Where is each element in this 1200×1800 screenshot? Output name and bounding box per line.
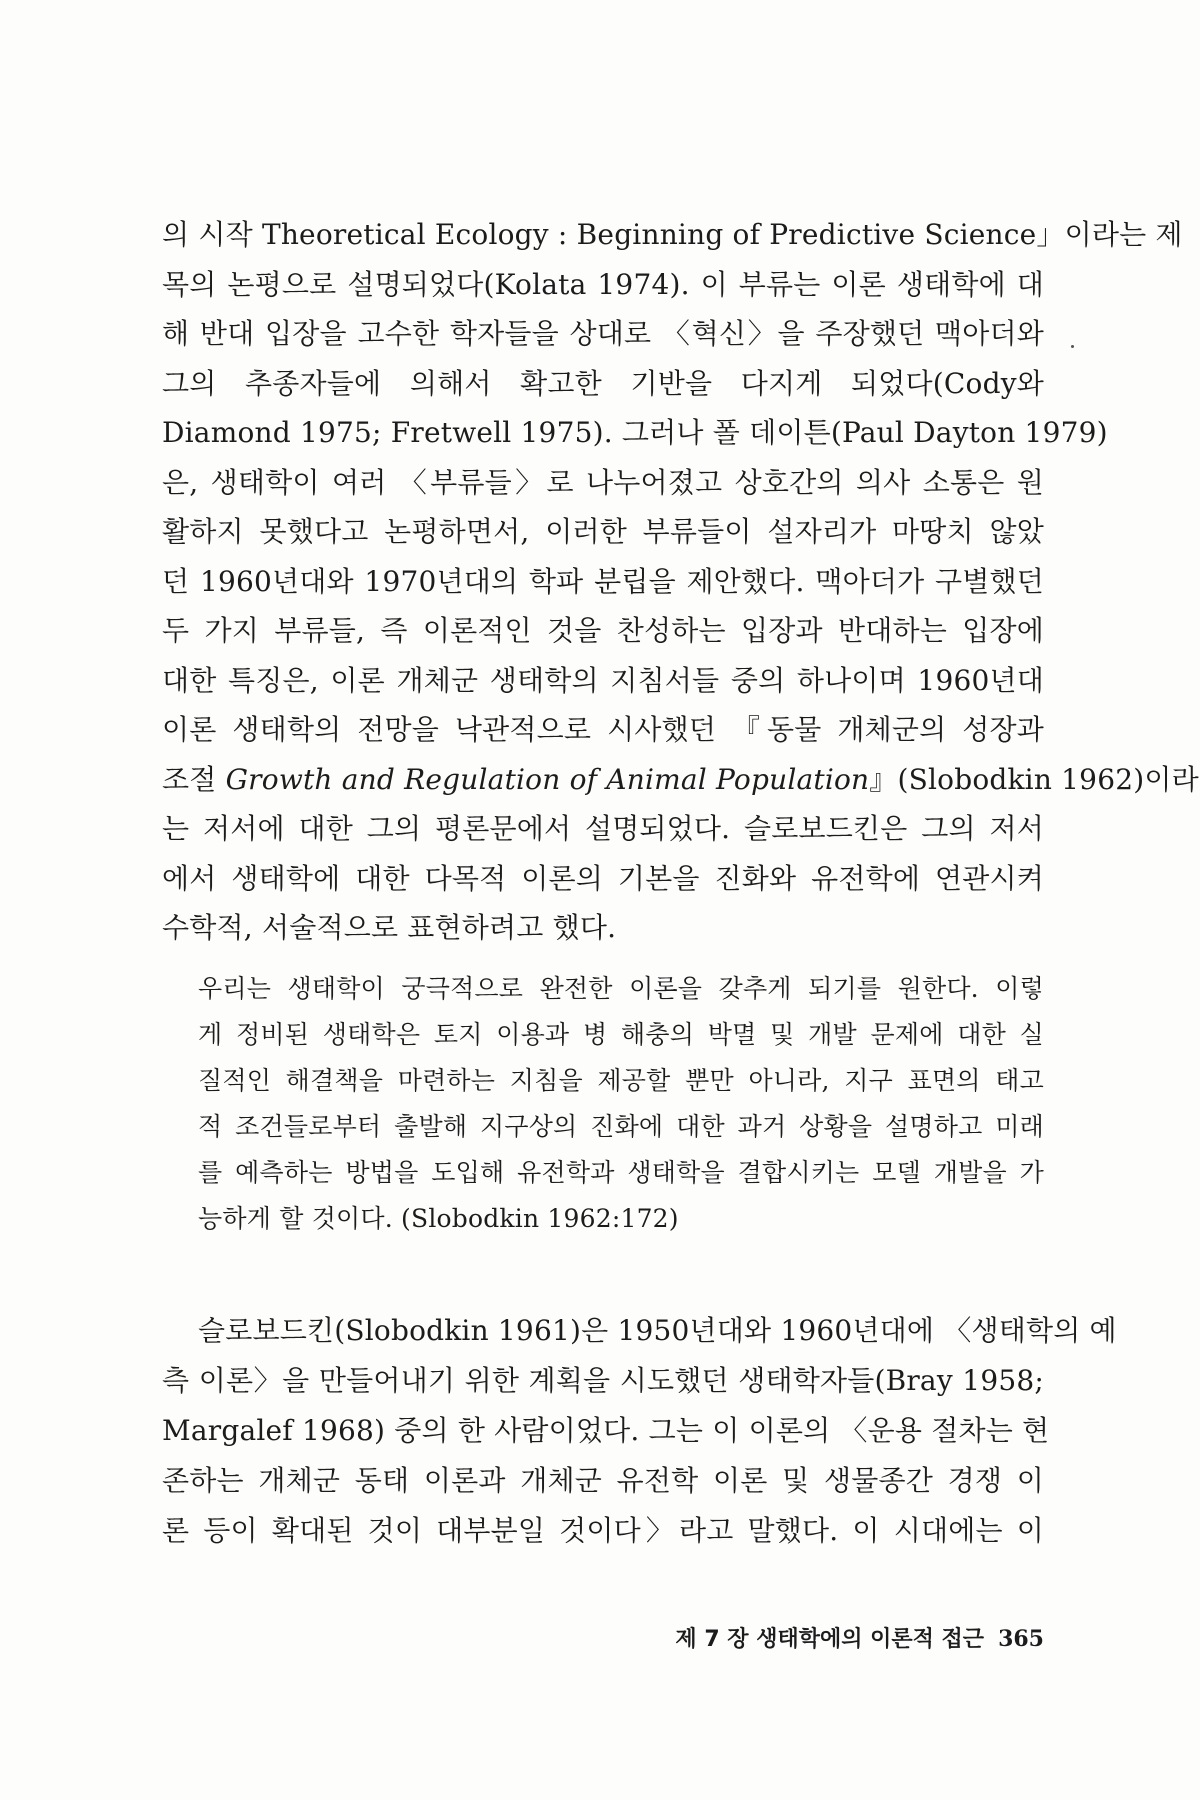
text-line: 목의 논평으로 설명되었다(Kolata 1974). 이 부류는 이론 생태학에 대 [162,267,1044,301]
quote-line: 능하게 할 것이다. (Slobodkin 1962:172) [198,1204,679,1233]
text-line: 그의 추종자들에 의해서 확고한 기반을 다지게 되었다(Cody와 [162,366,1044,400]
quote-line: 우리는 생태학이 궁극적으로 완전한 이론을 갖추게 되기를 원한다. 이렇 [198,974,1044,1003]
text-line: 대한 특징은, 이론 개체군 생태학의 지침서들 중의 하나이며 1960년대 [162,663,1044,697]
book-title-italic: Growth and Regulation of Animal Population [225,762,870,796]
text-line: 해 반대 입장을 고수한 학자들을 상대로 〈혁신〉을 주장했던 맥아더와 [162,317,1044,350]
text-line: 활하지 못했다고 논평하면서, 이러한 부류들이 설자리가 마땅치 않았 [162,515,1044,548]
text-line: 에서 생태학에 대한 다목적 이론의 기본을 진화와 유전학에 연관시켜 [162,861,1044,895]
running-head: 제 7 장 생태학에의 이론적 접근 [675,1627,985,1652]
text-line: Diamond 1975; Fretwell 1975). 그러나 폴 데이튼(Paul Dayton 1979) [162,416,1108,449]
text-line: 수학적, 서술적으로 표현하려고 했다. [162,911,617,944]
quote-line: 를 예측하는 방법을 도입해 유전학과 생태학을 결합시키는 모델 개발을 가 [198,1158,1044,1187]
text-line: 존하는 개체군 동태 이론과 개체군 유전학 이론 및 생물종간 경쟁 이 [162,1464,1044,1497]
body-paragraph-1 [162,210,1199,953]
text-line: 는 저서에 대한 그의 평론문에서 설명되었다. 슬로보드킨은 그의 저서 [162,812,1044,845]
text-line: 의 시작 Theoretical Ecology : Beginning of Predictive Science」이라는 제 [162,218,1183,251]
scan-speck [1071,345,1074,348]
text-line: 이론 생태학의 전망을 낙관적으로 시사했던 『동물 개체군의 성장과 [162,713,1044,746]
page-number: 365 [998,1626,1044,1652]
body-paragraph-2 [162,1306,1117,1556]
page-footer [640,1622,1044,1653]
line-suffix: 』(Slobodkin 1962)이라 [869,762,1199,796]
text-line: 론 등이 확대된 것이 대부분일 것이다〉라고 말했다. 이 시대에는 이 [162,1514,1044,1547]
text-line-with-book-title [162,755,1199,805]
text-line: 측 이론〉을 만들어내기 위한 계획을 시도했던 생태학자들(Bray 1958; [162,1364,1044,1397]
quote-line: 적 조건들로부터 출발해 지구상의 진화에 대한 과거 상황을 설명하고 미래 [198,1112,1044,1141]
block-quote [198,966,1044,1242]
text-line: Margalef 1968) 중의 한 사람이었다. 그는 이 이론의 〈운용 절차는 현 [162,1414,1050,1447]
quote-line: 질적인 해결책을 마련하는 지침을 제공할 뿐만 아니라, 지구 표면의 태고 [198,1066,1044,1095]
line-prefix: 조절 [162,762,226,796]
text-line: 두 가지 부류들, 즉 이론적인 것을 찬성하는 입장과 반대하는 입장에 [162,614,1044,647]
text-line: 은, 생태학이 여러 〈부류들〉로 나누어졌고 상호간의 의사 소통은 원 [162,465,1044,499]
quote-line: 게 정비된 생태학은 토지 이용과 병 해충의 박멸 및 개발 문제에 대한 실 [198,1020,1044,1049]
text-line: 던 1960년대와 1970년대의 학파 분립을 제안했다. 맥아더가 구별했던 [162,564,1044,598]
text-line: 슬로보드킨(Slobodkin 1961)은 1950년대와 1960년대에 〈생태학의 예 [198,1314,1117,1347]
